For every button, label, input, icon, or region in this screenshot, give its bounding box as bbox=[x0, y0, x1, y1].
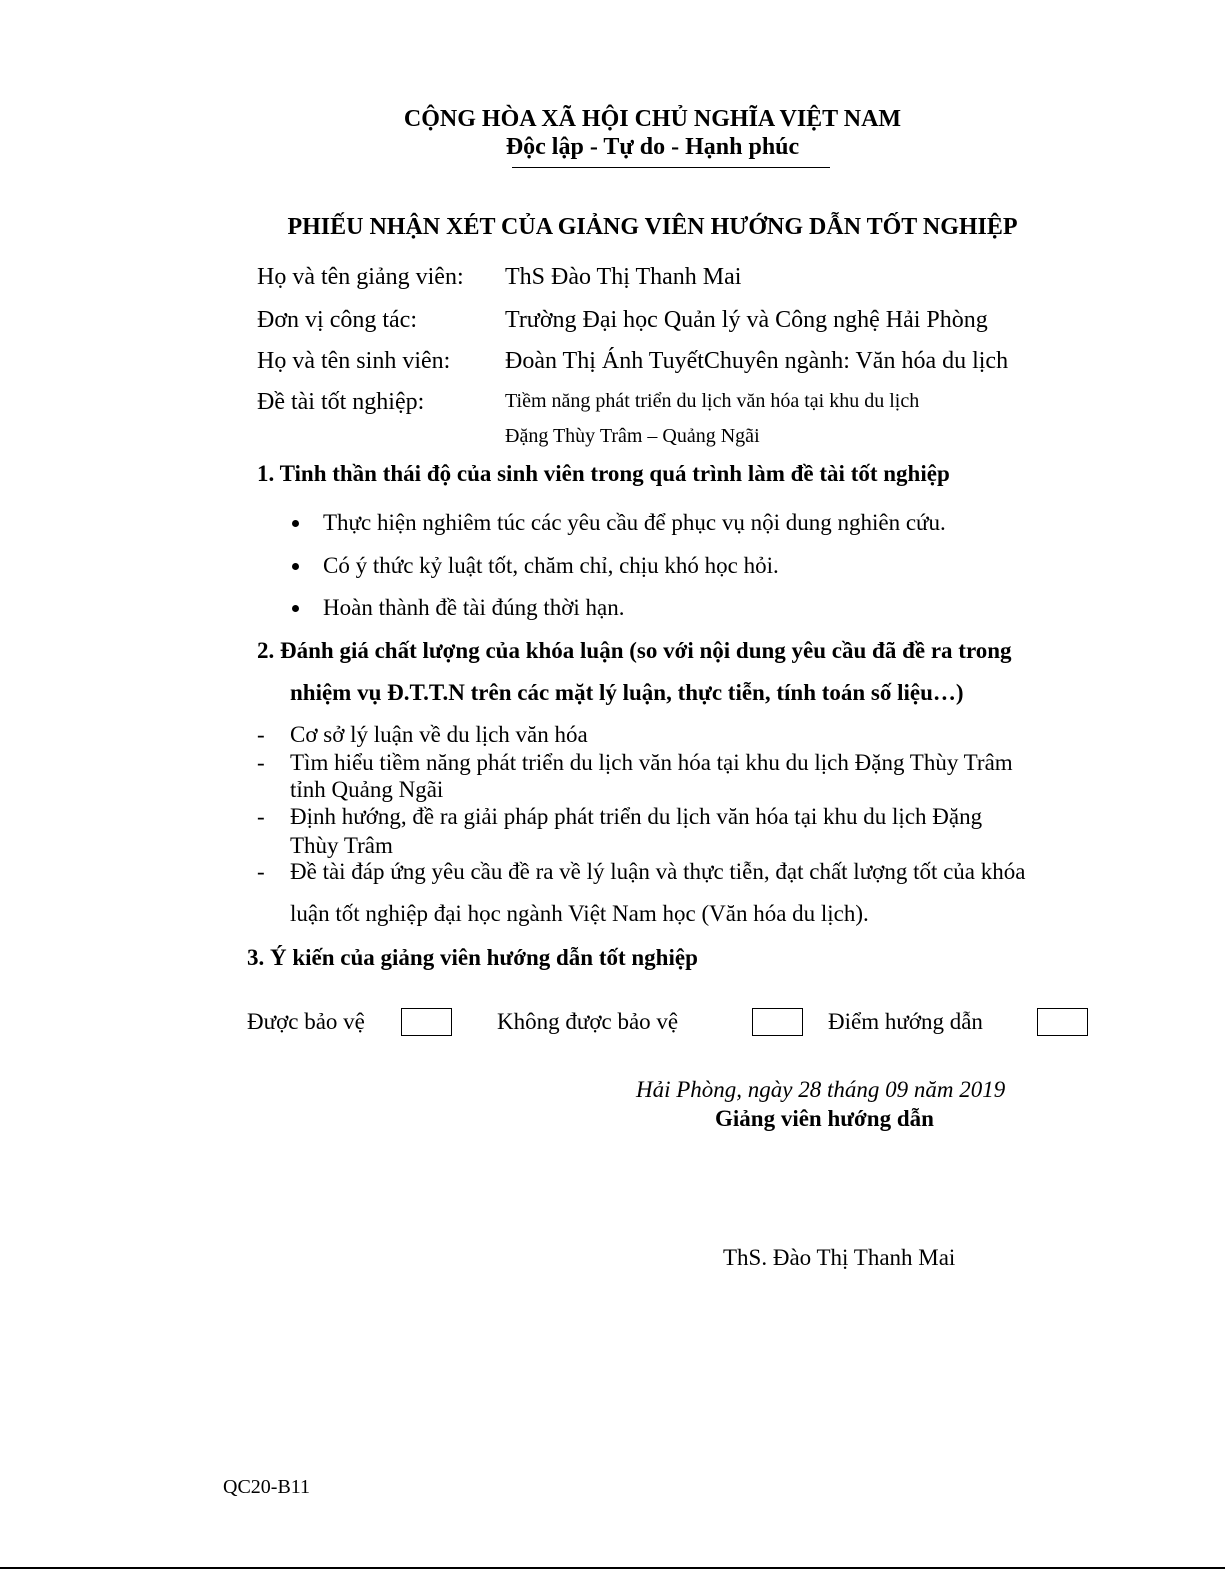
list-item-continuation: luận tốt nghiệp đại học ngành Việt Nam học (Văn hóa du lịch). bbox=[290, 901, 869, 926]
signature-name: ThS. Đào Thị Thanh Mai bbox=[723, 1245, 956, 1270]
list-item: Hoàn thành đề tài đúng thời hạn. bbox=[323, 595, 625, 620]
dash-marker: - bbox=[257, 750, 265, 775]
list-item: Định hướng, đề ra giải pháp phát triển du lịch văn hóa tại khu du lịch Đặng bbox=[290, 804, 983, 829]
list-item: Cơ sở lý luận về du lịch văn hóa bbox=[290, 722, 588, 747]
lecturer-value: ThS Đào Thị Thanh Mai bbox=[505, 264, 742, 290]
list-item-continuation: tỉnh Quảng Ngãi bbox=[290, 777, 444, 802]
protect-checkbox[interactable] bbox=[401, 1008, 452, 1036]
section-1-heading: 1. Tinh thần thái độ của sinh viên trong quá trình làm đề tài tốt nghiệp bbox=[257, 461, 950, 486]
section-2-heading-line-2: nhiệm vụ Đ.T.T.N trên các mặt lý luận, thực tiễn, tính toán số liệu…) bbox=[290, 680, 964, 705]
national-motto: Độc lập - Tự do - Hạnh phúc bbox=[505, 134, 800, 160]
score-label: Điểm hướng dẫn bbox=[828, 1009, 983, 1034]
protect-label: Được bảo vệ bbox=[247, 1009, 365, 1034]
motto-underline bbox=[512, 167, 830, 168]
list-item: Thực hiện nghiêm túc các yêu cầu để phục vụ nội dung nghiên cứu. bbox=[323, 510, 946, 535]
section-2-heading-line-1: 2. Đánh giá chất lượng của khóa luận (so với nội dung yêu cầu đã đề ra trong bbox=[257, 638, 1012, 663]
bullet-icon bbox=[292, 563, 299, 570]
list-item: Tìm hiểu tiềm năng phát triển du lịch văn hóa tại khu du lịch Đặng Thùy Trâm bbox=[290, 750, 1013, 775]
form-code: QC20-B11 bbox=[223, 1476, 311, 1498]
dash-marker: - bbox=[257, 804, 265, 829]
list-item: Đề tài đáp ứng yêu cầu đề ra về lý luận và thực tiễn, đạt chất lượng tốt của khóa bbox=[290, 859, 1026, 884]
unit-label: Đơn vị công tác: bbox=[257, 307, 417, 333]
page-bottom-border bbox=[0, 1567, 1225, 1569]
bullet-icon bbox=[292, 520, 299, 527]
list-item: Có ý thức kỷ luật tốt, chăm chỉ, chịu khó học hỏi. bbox=[323, 553, 779, 578]
dash-marker: - bbox=[257, 859, 265, 884]
not-protect-checkbox[interactable] bbox=[752, 1008, 803, 1036]
topic-line-1: Tiềm năng phát triển du lịch văn hóa tại khu du lịch bbox=[505, 390, 920, 412]
signature-role: Giảng viên hướng dẫn bbox=[715, 1106, 934, 1131]
topic-label: Đề tài tốt nghiệp: bbox=[257, 389, 425, 415]
signature-date: Hải Phòng, ngày 28 tháng 09 năm 2019 bbox=[636, 1077, 1006, 1102]
document-title: PHIẾU NHẬN XÉT CỦA GIẢNG VIÊN HƯỚNG DẪN TỐT NGHIỆP bbox=[287, 214, 1018, 240]
bullet-icon bbox=[292, 605, 299, 612]
score-field[interactable] bbox=[1037, 1008, 1088, 1036]
section-3-heading: 3. Ý kiến của giảng viên hướng dẫn tốt nghiệp bbox=[247, 945, 698, 970]
dash-marker: - bbox=[257, 722, 265, 747]
lecturer-label: Họ và tên giảng viên: bbox=[257, 264, 464, 290]
student-value: Đoàn Thị Ánh TuyếtChuyên ngành: Văn hóa du lịch bbox=[505, 348, 1009, 374]
student-label: Họ và tên sinh viên: bbox=[257, 348, 451, 374]
not-protect-label: Không được bảo vệ bbox=[497, 1009, 679, 1034]
unit-value: Trường Đại học Quản lý và Công nghệ Hải Phòng bbox=[505, 307, 988, 333]
topic-line-2: Đặng Thùy Trâm – Quảng Ngãi bbox=[505, 425, 760, 447]
list-item-continuation: Thùy Trâm bbox=[290, 833, 393, 858]
country-name: CỘNG HÒA XÃ HỘI CHỦ NGHĨA VIỆT NAM bbox=[403, 106, 902, 132]
